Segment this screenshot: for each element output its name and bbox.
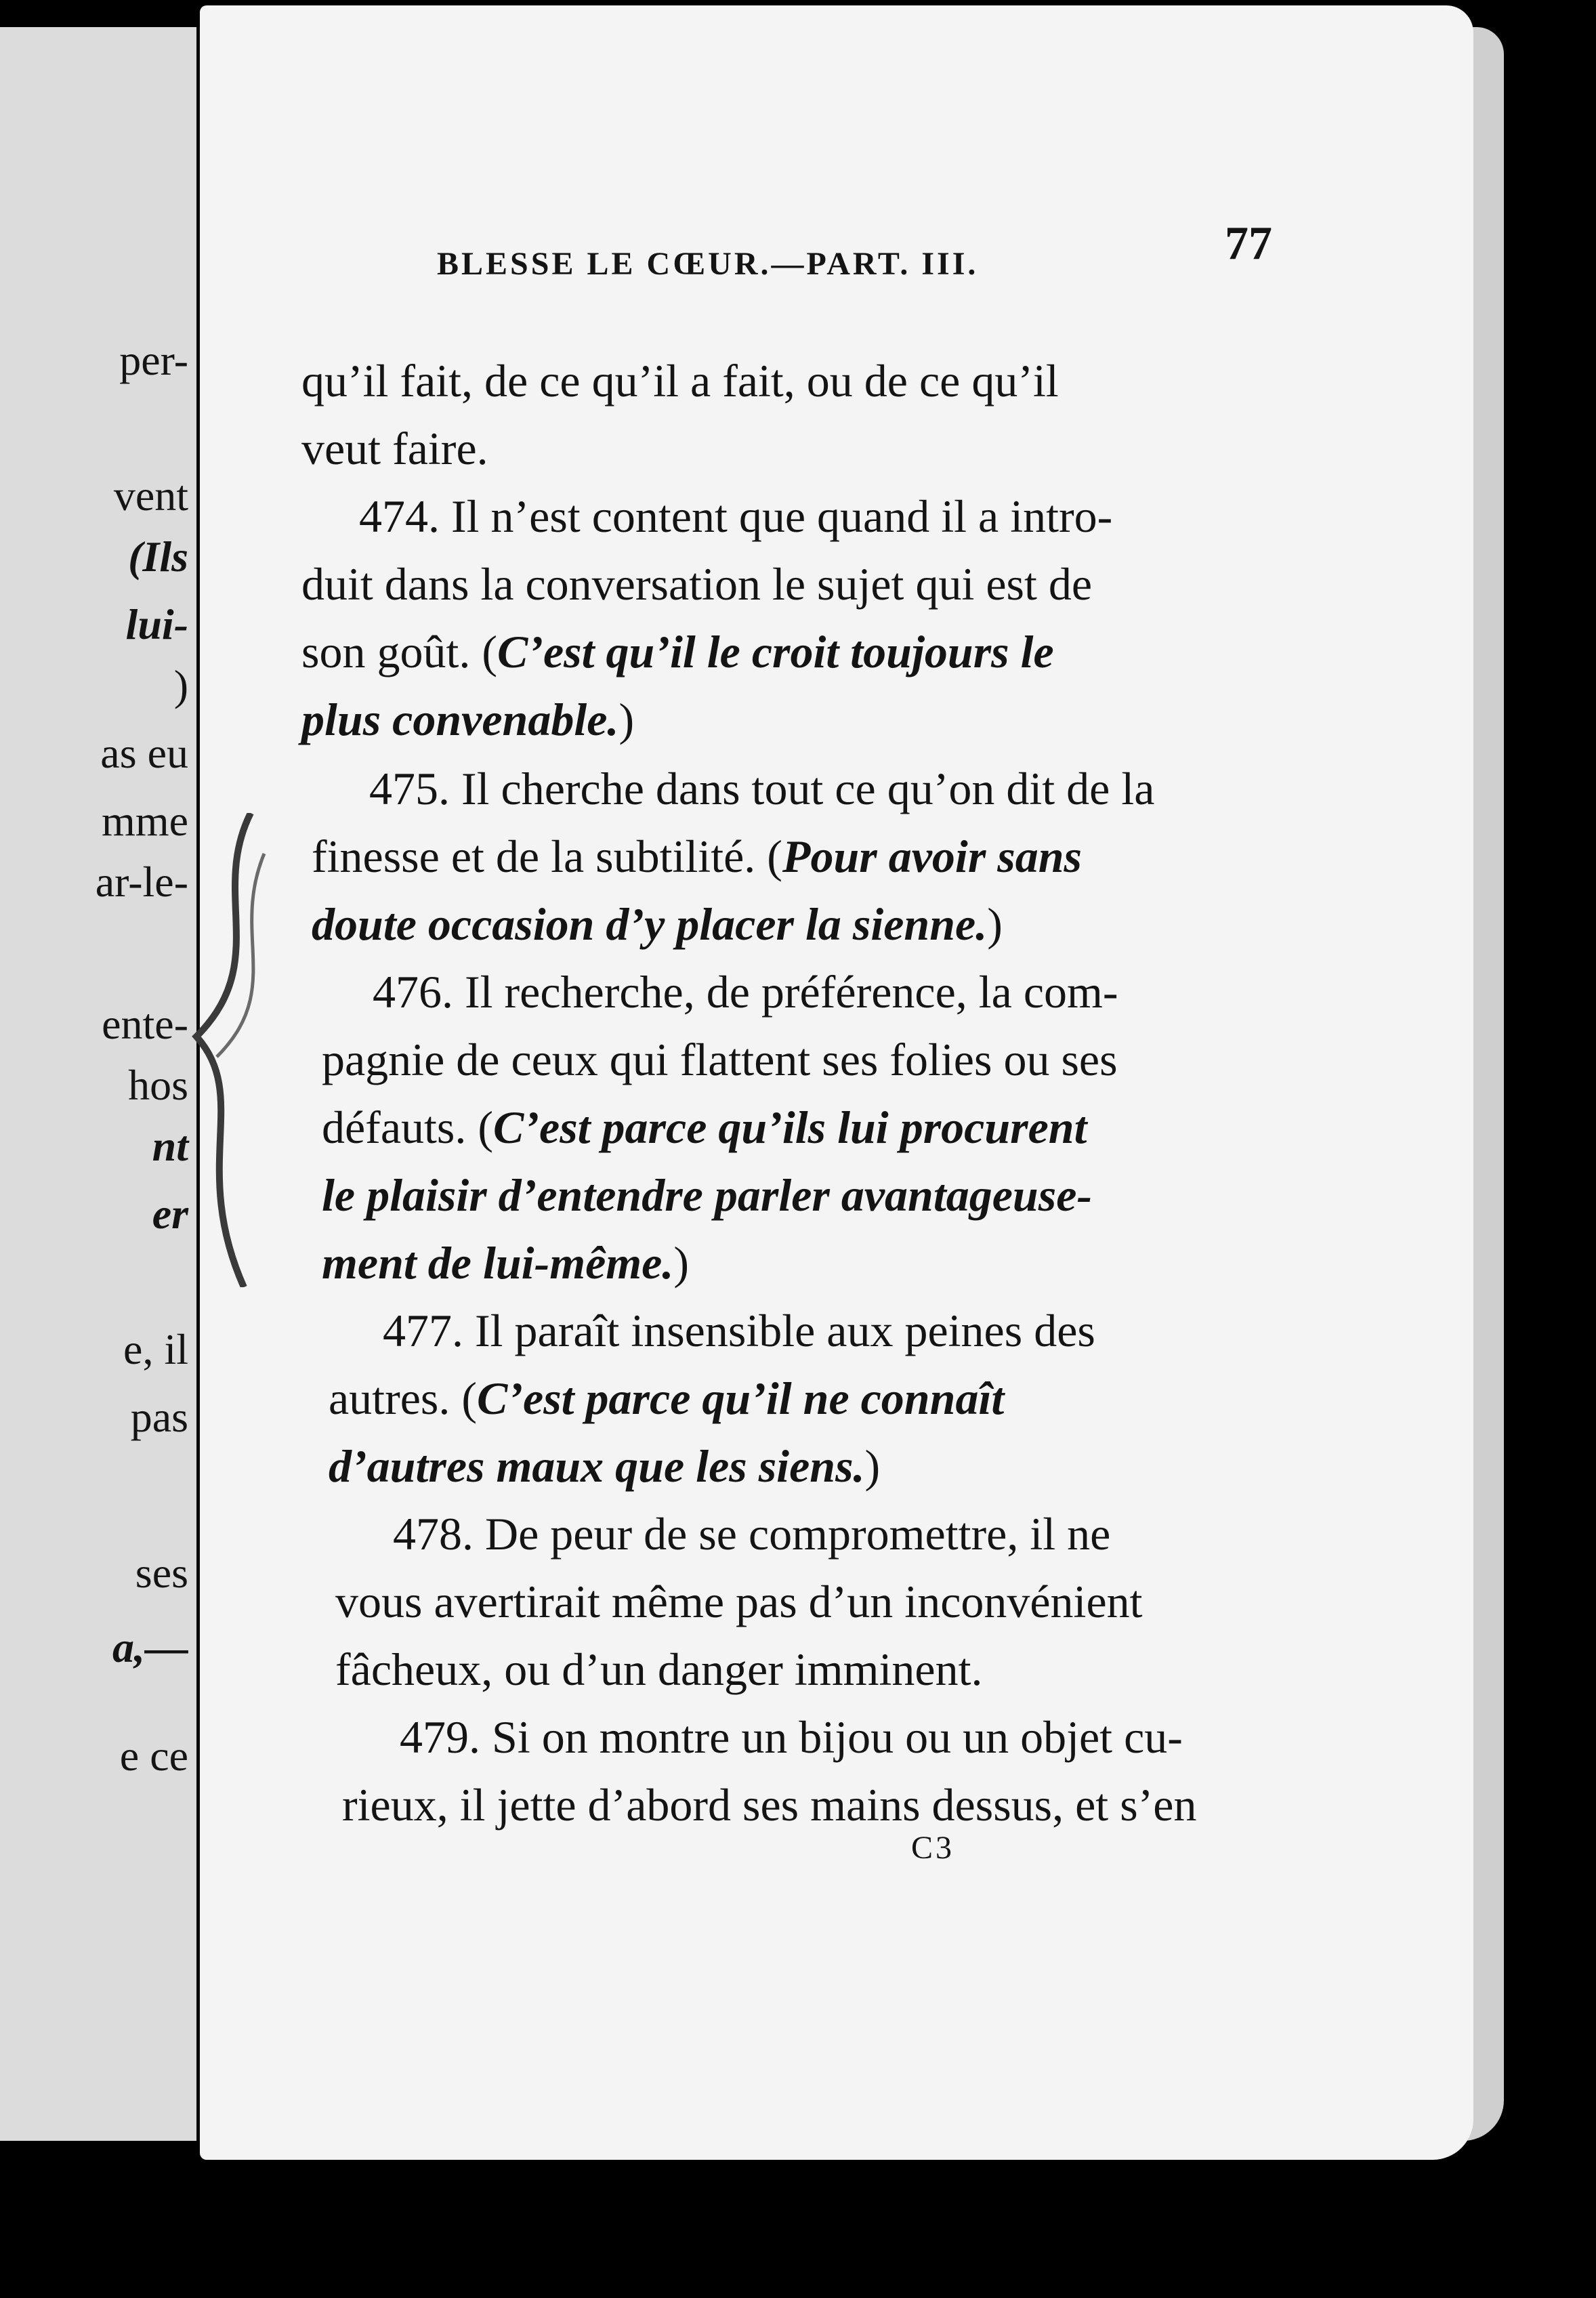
italic-text-segment: Pour avoir sans [782, 831, 1083, 882]
text-segment: qu’il fait, de ce qu’il a fait, ou de ce qu’il [301, 355, 1059, 406]
facing-page-text-fragment: hos [128, 1061, 188, 1109]
facing-page-text-fragment: e, il [123, 1325, 188, 1373]
facing-page-text-fragment: (Ils [128, 532, 188, 581]
text-segment: ) [987, 898, 1003, 950]
facing-page-text-fragment: as eu [100, 729, 188, 777]
facing-page-fragment [0, 27, 196, 2141]
text-segment: rieux, il jette d’abord ses mains dessus, et s’en [342, 1779, 1197, 1831]
text-line [329, 1440, 881, 1492]
running-head: BLESSE LE CŒUR.—PART. III. [437, 246, 979, 282]
text-segment: ) [864, 1440, 881, 1492]
facing-page-text-fragment: mme [102, 797, 188, 845]
text-line [322, 1169, 1093, 1221]
text-line [383, 1305, 1095, 1356]
italic-text-segment: ment de lui-même. [322, 1237, 674, 1289]
facing-page-text-fragment: ) [173, 661, 188, 709]
text-segment: pagnie de ceux qui flattent ses folies ou ses [322, 1034, 1118, 1085]
text-line [335, 1644, 983, 1695]
printer-signature-mark: C3 [911, 1830, 955, 1866]
text-segment: 474. Il n’est content que quand il a intro- [359, 490, 1113, 542]
facing-page-text-fragment: ses [135, 1549, 188, 1597]
text-segment: 475. Il cherche dans tout ce qu’on dit de la [369, 763, 1155, 814]
text-line [322, 1237, 690, 1289]
text-line [301, 696, 634, 743]
italic-text-segment: le plaisir d’entendre parler avantageuse- [322, 1169, 1093, 1221]
facing-page-text-fragment: vent [113, 472, 188, 520]
text-segment: défauts. ( [322, 1102, 494, 1153]
facing-page-text-fragment: pas [130, 1393, 188, 1441]
torn-paper-mark [169, 813, 305, 1287]
italic-text-segment: C’est parce qu’ils lui procurent [493, 1102, 1087, 1153]
facing-page-text-fragment: e ce [119, 1732, 188, 1780]
text-segment: 476. Il recherche, de préférence, la com- [373, 966, 1118, 1018]
text-line [400, 1711, 1183, 1763]
text-line [312, 898, 1003, 950]
text-line [359, 490, 1113, 542]
text-line [301, 626, 1054, 677]
text-segment: son goût. ( [301, 626, 497, 677]
text-line [335, 1576, 1143, 1627]
text-line [301, 425, 488, 472]
italic-text-segment: C’est parce qu’il ne connaît [477, 1373, 1005, 1424]
text-segment: duit dans la conversation le sujet qui est de [301, 558, 1093, 610]
text-segment: finesse et de la subtilité. ( [312, 831, 782, 882]
facing-page-text-fragment: ente- [102, 1000, 188, 1048]
italic-text-segment: d’autres maux que les siens. [329, 1440, 865, 1492]
italic-text-segment: plus convenable. [301, 694, 619, 745]
text-segment: ) [673, 1237, 690, 1289]
text-segment: ) [618, 694, 635, 745]
facing-page-text-fragment: ar-le- [95, 858, 188, 906]
text-line [373, 966, 1118, 1018]
text-segment: vous avertirait même pas d’un inconvénient [335, 1576, 1143, 1627]
text-segment: 479. Si on montre un bijou ou un objet cu- [400, 1711, 1183, 1763]
text-line [342, 1779, 1197, 1831]
italic-text-segment: C’est qu’il le croit toujours le [497, 626, 1054, 677]
text-segment: 477. Il paraît insensible aux peines des [383, 1305, 1095, 1356]
italic-text-segment: doute occasion d’y placer la sienne. [312, 898, 988, 950]
facing-page-text-fragment: a,— [112, 1623, 188, 1671]
text-line [322, 1102, 1087, 1153]
text-segment: autres. ( [329, 1373, 478, 1424]
text-line [369, 763, 1155, 814]
text-line [329, 1373, 1005, 1424]
text-line [322, 1034, 1118, 1085]
text-line [301, 558, 1093, 610]
text-line [301, 355, 1059, 406]
page-number: 77 [1225, 217, 1272, 270]
facing-page-text-fragment: lui- [125, 600, 188, 648]
text-segment: fâcheux, ou d’un danger imminent. [335, 1644, 983, 1695]
text-segment: 478. De peur de se compromettre, il ne [393, 1508, 1111, 1560]
facing-page-text-fragment: nt [152, 1122, 188, 1170]
text-segment: veut faire. [301, 423, 488, 474]
facing-page-text-fragment: er [152, 1190, 188, 1238]
text-line [312, 831, 1083, 882]
text-line [393, 1508, 1111, 1560]
facing-page-text-fragment: per- [119, 336, 188, 384]
